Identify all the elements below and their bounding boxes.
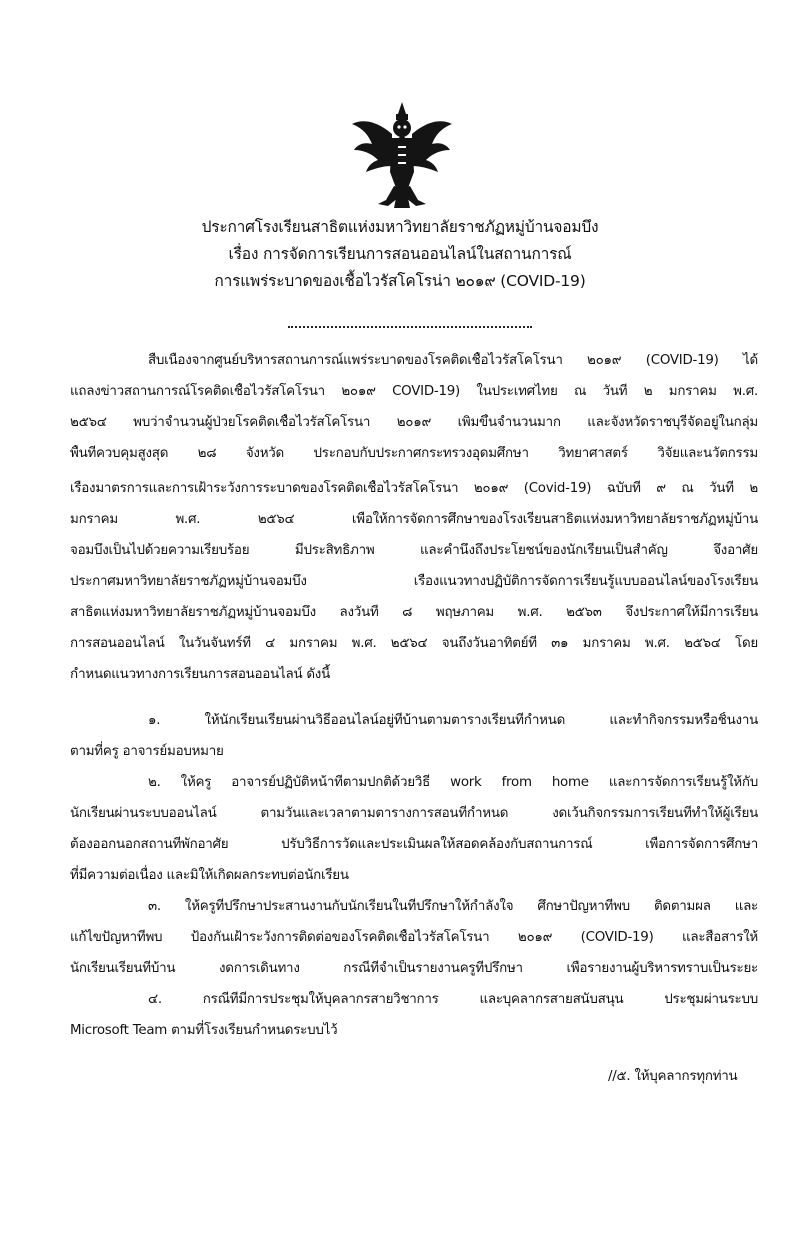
item-2-line: นักเรียนผ่านระบบออนไลน์ ตามวันและเวลาตามตารางการสอนที่กำหนด งดเว้นกิจกรรมการเรียนที่ทำให้ผู้เรียน <box>70 806 758 821</box>
announcement-subject-cont: การแพร่ระบาดของเชื้อไวรัสโคโรน่า ๒๐๑๙ (COVID-19) <box>214 272 586 290</box>
intro-line: จอมบึงเป็นไปด้วยความเรียบร้อย มีประสิทธิภาพ และคำนึงถึงประโยชน์ของนักเรียนเป็นสำคัญ จึงอาศัย <box>70 543 758 558</box>
intro-line: ๒๕๖๔ พบว่าจำนวนผู้ป่วยโรคติดเชื้อไวรัสโคโรนา ๒๐๑๙ เพิ่มขึ้นจำนวนมาก และจังหวัดราชบุรีจัดอยู่ในกลุ่ม <box>70 415 758 430</box>
intro-line: แถลงข่าวสถานการณ์โรคติดเชื้อไวรัสโคโรนา ๒๐๑๙ COVID-19) ในประเทศไทย ณ วันที่ ๒ มกราคม พ.ศ. <box>70 384 758 399</box>
item-2-line: ที่มีความต่อเนื่อง และมิให้เกิดผลกระทบต่อนักเรียน <box>70 868 349 883</box>
intro-line: กำหนดแนวทางการเรียนการสอนออนไลน์ ดังนี้ <box>70 667 330 682</box>
item-4-line: Microsoft Team ตามที่โรงเรียนกำหนดระบบไว้ <box>70 1023 338 1038</box>
item-1-line: ๑. ให้นักเรียนเรียนผ่านวิธีออนไลน์อยู่ที่บ้านตามตารางเรียนที่กำหนด และทำกิจกรรมหรือชิ้นงาน <box>148 713 758 728</box>
intro-line: สาธิตแห่งมหาวิทยาลัยราชภัฏหมู่บ้านจอมบึง ลงวันที่ ๘ พฤษภาคม พ.ศ. ๒๕๖๓ จึงประกาศให้มีการเรียน <box>70 605 758 620</box>
announcement-title: ประกาศโรงเรียนสาธิตแห่งมหาวิทยาลัยราชภัฏหมู่บ้านจอมบึง <box>201 218 599 236</box>
item-3-line: นักเรียนเรียนที่บ้าน งดการเดินทาง กรณีที่จำเป็นรายงานครูที่ปรึกษา เพื่อรายงานผู้บริหารทราบเป็นระยะ <box>70 961 758 976</box>
item-3-line: แก้ไขปัญหาที่พบ ป้องกันเฝ้าระวังการติดต่อของโรคติดเชื้อไวรัสโคโรนา ๒๐๑๙ (COVID-19) และสื่อสารให้ <box>70 930 758 945</box>
item-3-line: ๓. ให้ครูที่ปรึกษาประสานงานกับนักเรียนในที่ปรึกษาให้กำลังใจ ศึกษาปัญหาที่พบ ติดตามผล และ <box>148 899 758 914</box>
intro-line: เรื่องมาตรการและการเฝ้าระวังการระบาดของโรคติดเชื้อไวรัสโคโรนา ๒๐๑๙ (Covid-19) ฉบับที่ ๙ ณ วันที่ ๒ <box>70 481 758 496</box>
item-1-line: ตามที่ครู อาจารย์มอบหมาย <box>70 744 224 759</box>
item-4-line: ๔. กรณีที่มีการประชุมให้บุคลากรสายวิชาการ และบุคลากรสายสนับสนุน ประชุมผ่านระบบ <box>148 992 758 1007</box>
intro-line: พื้นที่ควบคุมสูงสุด ๒๘ จังหวัด ประกอบกับประกาศกระทรวงอุดมศึกษา วิทยาศาสตร์ วิจัยและนวัตกรรม <box>70 446 758 461</box>
intro-line: การสอนออนไลน์ ในวันจันทร์ที่ ๔ มกราคม พ.ศ. ๒๕๖๔ จนถึงวันอาทิตย์ที่ ๓๑ มกราคม พ.ศ. ๒๕๖๔ โดย <box>70 636 758 651</box>
continuation-note: //๕. ให้บุคลากรทุกท่าน <box>608 1069 738 1084</box>
item-2-line: ต้องออกนอกสถานที่พักอาศัย ปรับวิธีการวัดและประเมินผลให้สอดคล้องกับสถานการณ์ เพื่อการจัดการศึกษา <box>70 837 758 852</box>
garuda-emblem-icon <box>348 100 456 210</box>
dotted-divider <box>288 312 532 328</box>
intro-line: มกราคม พ.ศ. ๒๕๖๔ เพื่อให้การจัดการศึกษาของโรงเรียนสาธิตแห่งมหาวิทยาลัยราชภัฏหมู่บ้าน <box>70 512 758 527</box>
intro-line: ประกาศมหาวิทยาลัยราชภัฏหมู่บ้านจอมบึง เรื่องแนวทางปฏิบัติการจัดการเรียนรู้แบบออนไลน์ของโรงเรียน <box>70 574 758 589</box>
intro-line: สืบเนื่องจากศูนย์บริหารสถานการณ์แพร่ระบาดของโรคติดเชื้อไวรัสโคโรนา ๒๐๑๙ (COVID-19) ได้ <box>148 353 758 368</box>
item-2-line: ๒. ให้ครู อาจารย์ปฏิบัติหน้าที่ตามปกติด้วยวิธี work from home และการจัดการเรียนรู้ให้กับ <box>148 775 758 790</box>
announcement-subject: เรื่อง การจัดการเรียนการสอนออนไลน์ในสถานการณ์ <box>228 245 572 263</box>
